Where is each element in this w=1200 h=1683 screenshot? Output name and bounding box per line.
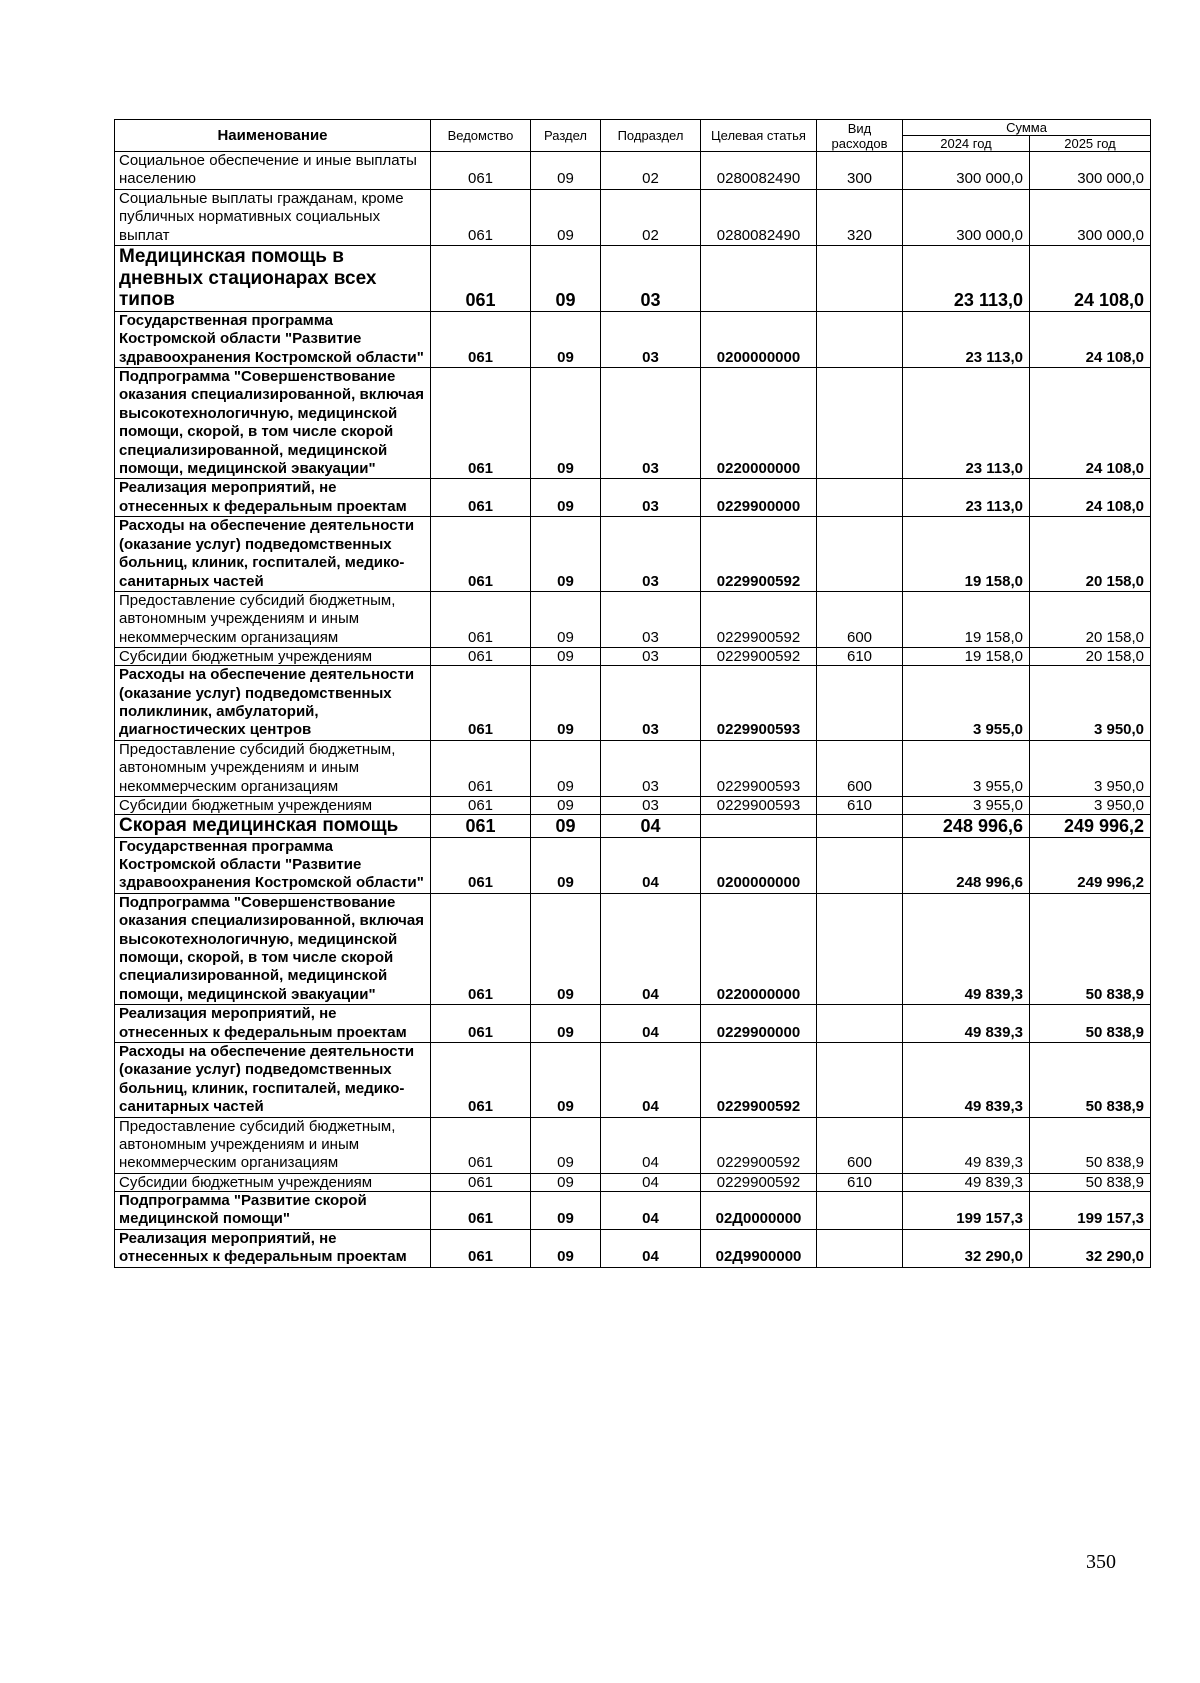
page-number: 350 xyxy=(1086,1551,1116,1573)
table-row xyxy=(115,517,1151,592)
row-subsection: 04 xyxy=(601,1229,701,1267)
row-sum-2024: 3 955,0 xyxy=(903,796,1030,814)
table-row xyxy=(115,740,1151,796)
row-expense-type xyxy=(817,1005,903,1043)
row-sum-2024: 3 955,0 xyxy=(903,740,1030,796)
row-expense-type xyxy=(817,311,903,367)
row-section: 09 xyxy=(531,893,601,1004)
row-name: Расходы на обеспечение деятельности (оказание услуг) подведомственных больниц, клиник, госпиталей, медико-санитарных частей xyxy=(115,1043,431,1118)
row-expense-type: 610 xyxy=(817,1173,903,1191)
table-row xyxy=(115,591,1151,647)
table-row xyxy=(115,666,1151,741)
row-section: 09 xyxy=(531,814,601,837)
row-expense-type: 300 xyxy=(817,152,903,190)
row-expense-type: 610 xyxy=(817,648,903,666)
row-section: 09 xyxy=(531,189,601,245)
row-expense-type xyxy=(817,837,903,893)
row-sum-2025: 24 108,0 xyxy=(1030,246,1151,312)
row-subsection: 03 xyxy=(601,368,701,479)
row-section: 09 xyxy=(531,368,601,479)
row-section: 09 xyxy=(531,1117,601,1173)
row-sum-2024: 23 113,0 xyxy=(903,479,1030,517)
row-sum-2025: 50 838,9 xyxy=(1030,1117,1151,1173)
row-sum-2024: 199 157,3 xyxy=(903,1191,1030,1229)
row-expense-type xyxy=(817,1229,903,1267)
row-subsection: 04 xyxy=(601,1173,701,1191)
row-sum-2025: 50 838,9 xyxy=(1030,1043,1151,1118)
row-name: Медицинская помощь в дневных стационарах всех типов xyxy=(115,246,431,312)
table-row xyxy=(115,189,1151,245)
row-sum-2025: 249 996,2 xyxy=(1030,814,1151,837)
row-subsection: 04 xyxy=(601,837,701,893)
row-sum-2024: 23 113,0 xyxy=(903,246,1030,312)
header-sum: Сумма xyxy=(903,120,1151,136)
row-expense-type xyxy=(817,1191,903,1229)
row-target: 0200000000 xyxy=(701,311,817,367)
row-target: 0229900592 xyxy=(701,1173,817,1191)
row-subsection: 03 xyxy=(601,666,701,741)
row-sum-2024: 23 113,0 xyxy=(903,368,1030,479)
row-target: 0229900000 xyxy=(701,479,817,517)
row-sum-2024: 32 290,0 xyxy=(903,1229,1030,1267)
row-dept: 061 xyxy=(431,666,531,741)
row-sum-2025: 20 158,0 xyxy=(1030,648,1151,666)
row-subsection: 02 xyxy=(601,152,701,190)
row-name: Подпрограмма "Совершенствование оказания специализированной, включая высокотехнологичную, медицинской помощи, скорой, в том числе скорой специализированной, медицинской помощи, медицинской эвакуации" xyxy=(115,893,431,1004)
row-section: 09 xyxy=(531,591,601,647)
row-sum-2025: 3 950,0 xyxy=(1030,796,1151,814)
row-expense-type xyxy=(817,666,903,741)
row-sum-2025: 300 000,0 xyxy=(1030,152,1151,190)
row-name: Государственная программа Костромской области "Развитие здравоохранения Костромской области" xyxy=(115,837,431,893)
table-row xyxy=(115,1191,1151,1229)
row-name: Субсидии бюджетным учреждениям xyxy=(115,796,431,814)
row-dept: 061 xyxy=(431,1117,531,1173)
row-sum-2025: 50 838,9 xyxy=(1030,1173,1151,1191)
row-sum-2025: 249 996,2 xyxy=(1030,837,1151,893)
row-dept: 061 xyxy=(431,837,531,893)
row-target: 0229900593 xyxy=(701,740,817,796)
row-expense-type xyxy=(817,368,903,479)
row-sum-2024: 248 996,6 xyxy=(903,837,1030,893)
row-subsection: 04 xyxy=(601,1005,701,1043)
row-dept: 061 xyxy=(431,796,531,814)
row-sum-2024: 248 996,6 xyxy=(903,814,1030,837)
table-body xyxy=(115,152,1151,1268)
row-name: Реализация мероприятий, не отнесенных к федеральным проектам xyxy=(115,1229,431,1267)
row-section: 09 xyxy=(531,1173,601,1191)
row-section: 09 xyxy=(531,740,601,796)
row-target: 02Д9900000 xyxy=(701,1229,817,1267)
row-target xyxy=(701,246,817,312)
row-name: Социальные выплаты гражданам, кроме публичных нормативных социальных выплат xyxy=(115,189,431,245)
row-target: 0229900592 xyxy=(701,591,817,647)
row-subsection: 03 xyxy=(601,740,701,796)
row-sum-2025: 24 108,0 xyxy=(1030,479,1151,517)
row-section: 09 xyxy=(531,1043,601,1118)
row-subsection: 03 xyxy=(601,796,701,814)
row-dept: 061 xyxy=(431,814,531,837)
row-target: 0200000000 xyxy=(701,837,817,893)
header-subsection: Подраздел xyxy=(601,120,701,152)
row-expense-type: 610 xyxy=(817,796,903,814)
row-target: 0280082490 xyxy=(701,189,817,245)
row-sum-2025: 50 838,9 xyxy=(1030,1005,1151,1043)
row-sum-2024: 49 839,3 xyxy=(903,1005,1030,1043)
header-target: Целевая статья xyxy=(701,120,817,152)
row-subsection: 03 xyxy=(601,648,701,666)
row-target: 02Д0000000 xyxy=(701,1191,817,1229)
table-row xyxy=(115,796,1151,814)
table-row xyxy=(115,814,1151,837)
row-expense-type xyxy=(817,517,903,592)
header-dept: Ведомство xyxy=(431,120,531,152)
row-name: Расходы на обеспечение деятельности (оказание услуг) подведомственных поликлиник, амбулаторий, диагностических центров xyxy=(115,666,431,741)
row-subsection: 03 xyxy=(601,479,701,517)
row-expense-type xyxy=(817,1043,903,1118)
table-row xyxy=(115,311,1151,367)
row-target: 0229900592 xyxy=(701,648,817,666)
row-dept: 061 xyxy=(431,1229,531,1267)
table-row xyxy=(115,1005,1151,1043)
row-sum-2024: 3 955,0 xyxy=(903,666,1030,741)
table-row xyxy=(115,1229,1151,1267)
row-expense-type xyxy=(817,479,903,517)
row-name: Субсидии бюджетным учреждениям xyxy=(115,1173,431,1191)
row-name: Предоставление субсидий бюджетным, автономным учреждениям и иным некоммерческим организациям xyxy=(115,740,431,796)
row-sum-2024: 19 158,0 xyxy=(903,517,1030,592)
row-name: Предоставление субсидий бюджетным, автономным учреждениям и иным некоммерческим организациям xyxy=(115,591,431,647)
row-expense-type: 600 xyxy=(817,1117,903,1173)
row-target: 0229900592 xyxy=(701,1043,817,1118)
row-target: 0229900592 xyxy=(701,517,817,592)
row-target: 0229900000 xyxy=(701,1005,817,1043)
row-target: 0220000000 xyxy=(701,893,817,1004)
row-name: Субсидии бюджетным учреждениям xyxy=(115,648,431,666)
row-dept: 061 xyxy=(431,1005,531,1043)
row-name: Подпрограмма "Развитие скорой медицинской помощи" xyxy=(115,1191,431,1229)
row-dept: 061 xyxy=(431,311,531,367)
row-name: Предоставление субсидий бюджетным, автономным учреждениям и иным некоммерческим организациям xyxy=(115,1117,431,1173)
row-subsection: 04 xyxy=(601,893,701,1004)
row-name: Реализация мероприятий, не отнесенных к федеральным проектам xyxy=(115,1005,431,1043)
row-subsection: 04 xyxy=(601,814,701,837)
row-sum-2024: 19 158,0 xyxy=(903,648,1030,666)
row-name: Расходы на обеспечение деятельности (оказание услуг) подведомственных больниц, клиник, госпиталей, медико-санитарных частей xyxy=(115,517,431,592)
row-expense-type: 600 xyxy=(817,740,903,796)
row-sum-2025: 20 158,0 xyxy=(1030,517,1151,592)
row-target: 0280082490 xyxy=(701,152,817,190)
row-section: 09 xyxy=(531,796,601,814)
row-sum-2024: 49 839,3 xyxy=(903,893,1030,1004)
row-target: 0229900592 xyxy=(701,1117,817,1173)
table-row xyxy=(115,1117,1151,1173)
row-name: Подпрограмма "Совершенствование оказания специализированной, включая высокотехнологичную, медицинской помощи, скорой, в том числе скорой специализированной, медицинской помощи, медицинской эвакуации" xyxy=(115,368,431,479)
row-section: 09 xyxy=(531,152,601,190)
row-dept: 061 xyxy=(431,479,531,517)
row-sum-2024: 49 839,3 xyxy=(903,1173,1030,1191)
row-sum-2025: 24 108,0 xyxy=(1030,311,1151,367)
row-dept: 061 xyxy=(431,893,531,1004)
row-sum-2024: 49 839,3 xyxy=(903,1043,1030,1118)
row-section: 09 xyxy=(531,1229,601,1267)
row-expense-type xyxy=(817,814,903,837)
row-dept: 061 xyxy=(431,1173,531,1191)
row-dept: 061 xyxy=(431,189,531,245)
row-dept: 061 xyxy=(431,591,531,647)
table-row xyxy=(115,648,1151,666)
row-sum-2024: 300 000,0 xyxy=(903,189,1030,245)
row-subsection: 03 xyxy=(601,246,701,312)
row-section: 09 xyxy=(531,517,601,592)
row-expense-type: 320 xyxy=(817,189,903,245)
row-dept: 061 xyxy=(431,368,531,479)
row-name: Скорая медицинская помощь xyxy=(115,814,431,837)
row-dept: 061 xyxy=(431,740,531,796)
header-year-2025: 2025 год xyxy=(1030,136,1151,152)
row-dept: 061 xyxy=(431,1043,531,1118)
row-expense-type: 600 xyxy=(817,591,903,647)
row-sum-2024: 19 158,0 xyxy=(903,591,1030,647)
row-section: 09 xyxy=(531,666,601,741)
row-name: Государственная программа Костромской области "Развитие здравоохранения Костромской области" xyxy=(115,311,431,367)
table-row xyxy=(115,893,1151,1004)
header-year-2024: 2024 год xyxy=(903,136,1030,152)
row-dept: 061 xyxy=(431,1191,531,1229)
row-subsection: 04 xyxy=(601,1117,701,1173)
row-subsection: 02 xyxy=(601,189,701,245)
row-sum-2025: 199 157,3 xyxy=(1030,1191,1151,1229)
row-section: 09 xyxy=(531,648,601,666)
row-name: Реализация мероприятий, не отнесенных к федеральным проектам xyxy=(115,479,431,517)
row-target: 0229900593 xyxy=(701,666,817,741)
row-target xyxy=(701,814,817,837)
table-row xyxy=(115,368,1151,479)
row-dept: 061 xyxy=(431,246,531,312)
row-sum-2025: 32 290,0 xyxy=(1030,1229,1151,1267)
row-sum-2025: 50 838,9 xyxy=(1030,893,1151,1004)
table-row xyxy=(115,1043,1151,1118)
row-section: 09 xyxy=(531,1191,601,1229)
row-dept: 061 xyxy=(431,517,531,592)
header-expense-type: Вид расходов xyxy=(817,120,903,152)
row-section: 09 xyxy=(531,1005,601,1043)
budget-table xyxy=(114,119,1151,1268)
header-name: Наименование xyxy=(115,120,431,152)
table-row xyxy=(115,1173,1151,1191)
row-subsection: 04 xyxy=(601,1191,701,1229)
row-sum-2025: 3 950,0 xyxy=(1030,666,1151,741)
row-subsection: 03 xyxy=(601,311,701,367)
row-sum-2025: 20 158,0 xyxy=(1030,591,1151,647)
row-subsection: 03 xyxy=(601,591,701,647)
table-row xyxy=(115,246,1151,312)
row-subsection: 04 xyxy=(601,1043,701,1118)
header-section: Раздел xyxy=(531,120,601,152)
row-sum-2025: 300 000,0 xyxy=(1030,189,1151,245)
row-sum-2024: 23 113,0 xyxy=(903,311,1030,367)
row-expense-type xyxy=(817,893,903,1004)
row-expense-type xyxy=(817,246,903,312)
row-target: 0229900593 xyxy=(701,796,817,814)
row-sum-2025: 3 950,0 xyxy=(1030,740,1151,796)
row-name: Социальное обеспечение и иные выплаты населению xyxy=(115,152,431,190)
row-sum-2025: 24 108,0 xyxy=(1030,368,1151,479)
row-dept: 061 xyxy=(431,648,531,666)
table-row xyxy=(115,479,1151,517)
row-sum-2024: 300 000,0 xyxy=(903,152,1030,190)
table-row xyxy=(115,152,1151,190)
row-sum-2024: 49 839,3 xyxy=(903,1117,1030,1173)
row-section: 09 xyxy=(531,479,601,517)
row-subsection: 03 xyxy=(601,517,701,592)
row-section: 09 xyxy=(531,311,601,367)
row-dept: 061 xyxy=(431,152,531,190)
row-section: 09 xyxy=(531,246,601,312)
table-row xyxy=(115,837,1151,893)
row-target: 0220000000 xyxy=(701,368,817,479)
row-section: 09 xyxy=(531,837,601,893)
